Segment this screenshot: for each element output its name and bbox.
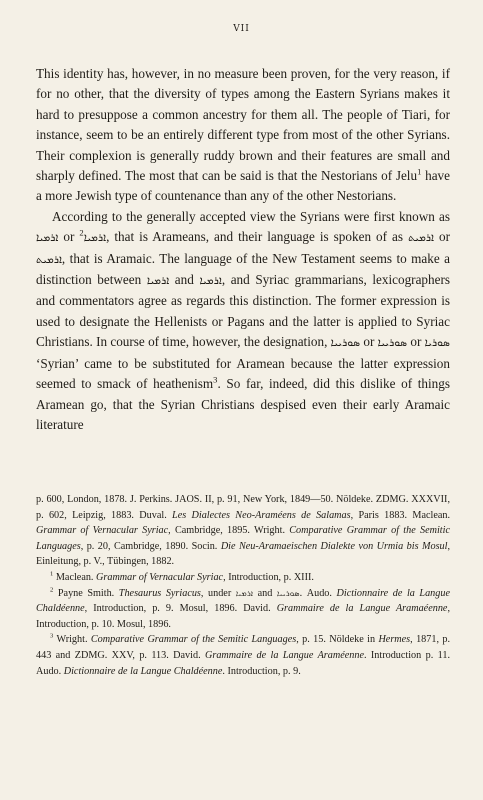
- footnote-title: Dictionnaire de la Langue Chaldéenne: [63, 665, 223, 677]
- syriac-word: ܐܪܡܝܬ: [36, 253, 62, 266]
- footnote-number: 1: [50, 570, 54, 578]
- syriac-word: ܣܘܪܝܝܐ: [276, 587, 300, 598]
- footnote-title: Grammaire de la Langue Aramaéenne: [276, 603, 448, 615]
- footnote-text: , p. 15. Nöldeke in: [296, 634, 379, 646]
- footnote-1: [36, 570, 450, 586]
- paragraph-1: [36, 64, 450, 207]
- syriac-word: ܣܘܪܝܐ: [424, 337, 450, 350]
- footnote-title: Comparative Grammar of the Semitic Languages: [90, 634, 297, 646]
- footnote-text: . Introduction, p. 9.: [222, 665, 301, 677]
- footnote-title: Grammar of Vernacular Syriac: [36, 525, 169, 537]
- footnote-text: Maclean.: [53, 571, 97, 583]
- footnote-text: , Paris 1883. Maclean.: [350, 509, 450, 521]
- footnote-text: , Introduction, p. 9. Mosul, 1896. David.: [84, 603, 277, 615]
- syriac-word: ܣܘܪܝܝܐ: [330, 337, 361, 350]
- footnote-ref-1: 1: [417, 166, 422, 177]
- footnote-text: . Audo.: [299, 587, 337, 599]
- syriac-word: ܐܪܡܝܐ: [146, 275, 170, 288]
- footnote-title: Les Dialectes Neo-Araméens de Salamas: [172, 509, 351, 521]
- paragraph-1-text: This identity has, however, in no measure been proven, for the very reason, if for no other, that the diversity of types among the Eastern Syrians makes it hard to presuppose a common ancestry for them all. The people of Tiari, for instance, seem to be an entirely different type from most of the other Syrians. Their complexion is generally ruddy brown and their features are small and sharply defined. The most that can be said is that the Nestorians of Jelu: [36, 66, 450, 184]
- paragraph-2-text: or: [360, 334, 378, 350]
- footnote-continuation: [36, 492, 450, 570]
- footnote-ref-2: 2: [79, 227, 84, 238]
- footnote-title: Hermes: [378, 634, 411, 646]
- syriac-word: ܐܪܡܝܐ: [83, 232, 107, 245]
- footnote-3: [36, 632, 450, 679]
- footnote-title: Thesaurus Syriacus: [118, 587, 201, 599]
- footnote-text: , under: [200, 587, 236, 599]
- paragraph-2-text: , and Syriac grammarians, lexicographers and commentators agree as regards this distinction. The former expression is used to designate the Hellenists or Pagans and the latter is applied to Syriac Christians. In course of time, however, the designation,: [36, 272, 450, 350]
- paragraph-2-text: and: [169, 272, 200, 288]
- paragraph-2-text: According to the generally accepted view the Syrians were first known as: [52, 208, 450, 224]
- paragraph-2-text: . So far, indeed, did this dislike of things Aramean go, that the Syrian Christians despised even their early Aramaic literature: [36, 376, 450, 432]
- footnote-ref-3: 3: [213, 374, 218, 385]
- paragraph-2-text: , that is Aramaic. The language of the New Testament seems to make a distinction between: [36, 250, 450, 288]
- paragraph-2-text: or: [407, 334, 425, 350]
- paragraph-1-text-cont: have a more Jewish type of countenance than any of the other Nestorians.: [36, 168, 450, 204]
- footnote-text: and: [253, 587, 277, 599]
- footnote-text: , Introduction, p. 10. Mosul, 1896.: [36, 603, 450, 630]
- footnote-title: Grammar of Vernacular Syriac: [96, 571, 224, 583]
- paragraph-2-text: or: [433, 229, 450, 245]
- footnotes: [36, 492, 450, 679]
- body-text: [36, 64, 450, 435]
- page-number: VII: [233, 24, 250, 34]
- paragraph-2: [36, 207, 450, 435]
- paragraph-2-text: or: [58, 229, 80, 245]
- footnote-text: , Einleitung, p. V., Tübingen, 1882.: [36, 540, 450, 568]
- footnote-number: 3: [50, 632, 54, 640]
- footnote-title: Die Neu-Aramaeischen Dialekte von Urmia bis Mosul: [220, 540, 448, 552]
- footnote-text: , Introduction, p. XIII.: [223, 571, 314, 583]
- footnote-number: 2: [50, 586, 54, 594]
- footnote-text: p. 600, London, 1878. J. Perkins. JAOS. II, p. 91, New York, 1849—50. Nöldeke. ZDMG. XXXVII, p. 602, Leipzig, 1883. Duval.: [36, 494, 450, 521]
- paragraph-2-text: , that is Arameans, and their language is spoken of as: [106, 229, 409, 245]
- footnote-text: Payne Smith.: [53, 587, 119, 599]
- syriac-word: ܐܪܡܝܐ: [199, 275, 222, 288]
- syriac-word: ܐܪܡܝܬ: [408, 232, 434, 245]
- footnote-2: [36, 586, 450, 633]
- footnote-title: Grammaire de la Langue Araméenne: [205, 649, 364, 661]
- footnote-text: . Introduction p. 11. Audo.: [36, 649, 450, 677]
- paragraph-2-text: ‘Syrian’ came to be substituted for Aramean because the latter expression seemed to smack of heathenism: [36, 355, 450, 392]
- syriac-word: ܣܘܪܝܝܐ: [377, 337, 408, 350]
- footnote-text: , 1871, p. 443 and ZDMG. XXV, p. 113. David.: [36, 634, 450, 661]
- footnote-title: Comparative Grammar of the Semitic Languages: [36, 525, 450, 552]
- footnote-text: , Cambridge, 1895. Wright.: [168, 525, 290, 537]
- footnote-title: Dictionnaire de la Langue Chaldéenne: [36, 587, 450, 615]
- syriac-word: ܐܪܡܝܐ: [36, 232, 59, 245]
- footnote-text: Wright.: [53, 634, 91, 646]
- footnote-text: , p. 20, Cambridge, 1890. Socin.: [80, 540, 221, 552]
- syriac-word: ܐܪܡܝܐ: [235, 587, 254, 598]
